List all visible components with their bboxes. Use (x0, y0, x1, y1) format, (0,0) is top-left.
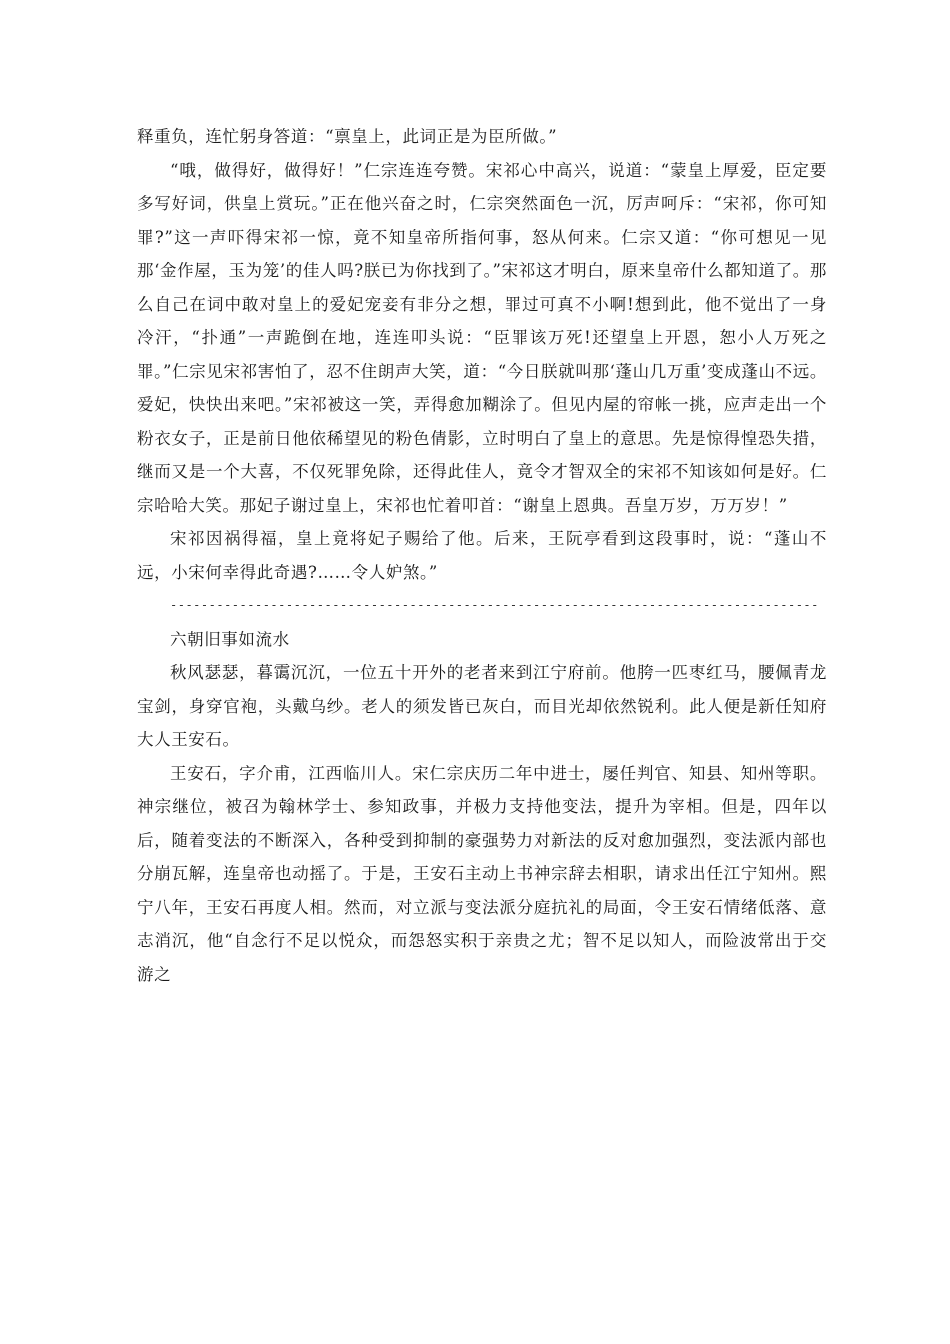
paragraph-renzong-dialogue: “哦，做得好，做得好！”仁宗连连夸赞。宋祁心中高兴，说道：“蒙皇上厚爱，臣定要多写好词，供皇上赏玩。”正在他兴奋之时，仁宗突然面色一沉，厉声呵斥：“宋祁，你可知罪?”这一声吓得宋祁一惊，竟不知皇帝所指何事，怒从何来。仁宗又道：“你可想见一见那‘金作屋，玉为笼’的佳人吗?朕已为你找到了。”宋祁这才明白，原来皇帝什么都知道了。那么自己在词中敢对皇上的爱妃宠妾有非分之想，罪过可真不小啊!想到此，他不觉出了一身冷汗，“扑通”一声跪倒在地，连连叩头说：“臣罪该万死!还望皇上开恩，恕小人万死之罪。”仁宗见宋祁害怕了，忍不住朗声大笑，道：“今日朕就叫那‘蓬山几万重’变成蓬山不远。爱妃，快快出来吧。”宋祁被这一笑，弄得愈加糊涂了。但见内屋的帘帐一挑，应声走出一个粉衣女子，正是前日他依稀望见的粉色倩影，立时明白了皇上的意思。先是惊得惶恐失措，继而又是一个大喜，不仅死罪免除，还得此佳人，竟令才智双全的宋祁不知该如何是好。仁宗哈哈大笑。那妃子谢过皇上，宋祁也忙着叩首：“谢皇上恩典。吾皇万岁，万万岁！” (137, 160, 827, 515)
document-body (137, 120, 827, 991)
paragraph-songqi-fortune: 宋祁因祸得福，皇上竟将妃子赐给了他。后来，王阮亭看到这段事时，说：“蓬山不远，小宋何幸得此奇遇?……令人妒煞。” (137, 529, 827, 582)
paragraph-autumn-arrival: 秋风瑟瑟，暮霭沉沉，一位五十开外的老者来到江宁府前。他胯一匹枣红马，腰佩青龙宝剑，身穿官袍，头戴乌纱。老人的须发皆已灰白，而目光却依然锐利。此人便是新任知府大人王安石。 (137, 663, 827, 749)
section-title: 六朝旧事如流水 (170, 629, 290, 649)
paragraph-continuation: 释重负，连忙躬身答道：“禀皇上，此词正是为臣所做。” (137, 127, 558, 146)
section-separator: ------------------------------------------------------------------------------------ (170, 598, 819, 612)
paragraph-wang-anshi-bio: 王安石，字介甫，江西临川人。宋仁宗庆历二年中进士，屡任判官、知县、知州等职。神宗继位，被召为翰林学士、参知政事，并极力支持他变法，提升为宰相。但是，四年以后，随着变法的不断深入，各种受到抑制的豪强势力对新法的反对愈加强烈，变法派内部也分崩瓦解，连皇帝也动摇了。于是，王安石主动上书神宗辞去相职，请求出任江宁知州。熙宁八年，王安石再度人相。然而，对立派与变法派分庭抗礼的局面，令王安石情绪低落、意志消沉，他“自念行不足以悦众，而怨怒实积于亲贵之尤；智不足以知人，而险波常出于交游之 (137, 763, 827, 984)
